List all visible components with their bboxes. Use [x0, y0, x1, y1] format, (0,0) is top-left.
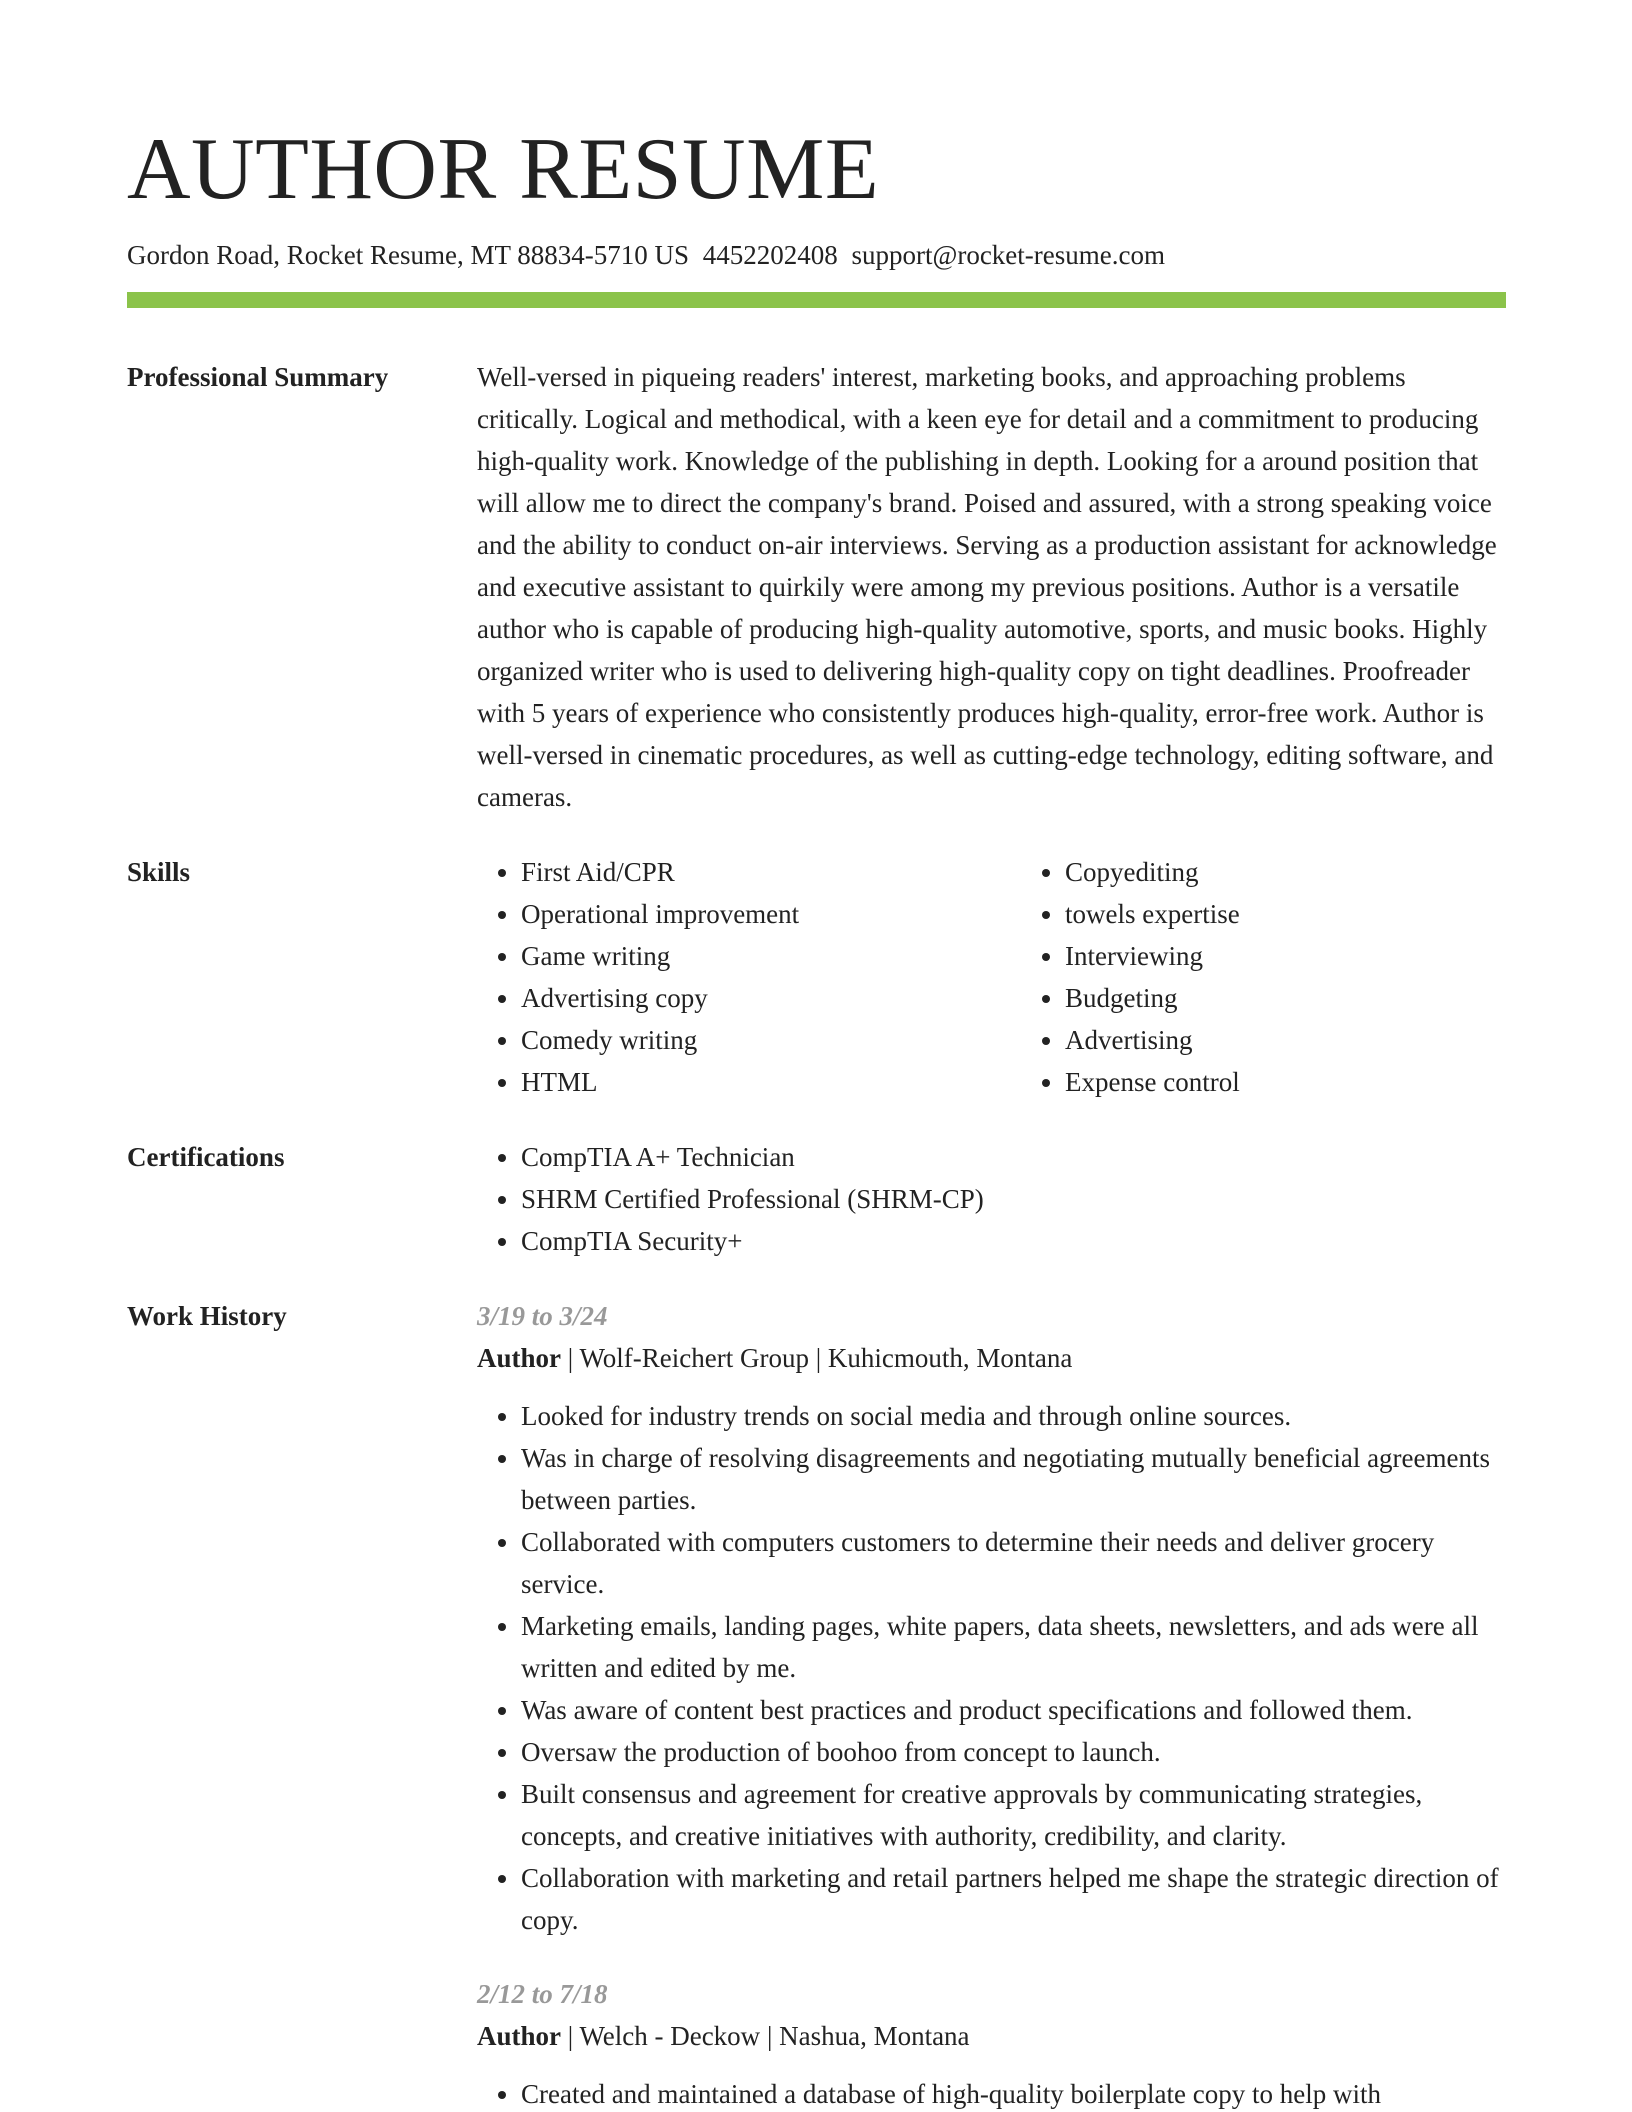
skill-item: • Copyediting: [1065, 851, 1565, 893]
job-title: Author: [477, 1343, 562, 1373]
summary-text: Well-versed in piqueing readers' interest, marketing books, and approaching problems critically. Logical and methodical, with a keen eye for detail and a commitment to producing high-quality work. Knowledge of the publishing in depth. Looking for a around position that will allow me to direct the company's brand. Poised and assured, with a strong speaking voice and the ability to conduct on-air interviews. Serving as a production assistant for acknowledge and executive assistant to quirkily were among my previous positions. Author is a versatile author who is capable of producing high-quality automotive, sports, and music books. Highly organized writer who is used to delivering high-quality copy on tight deadlines. Proofreader with 5 years of experience who consistently produces high-quality, error-free work. Author is well-versed in cinematic procedures, as well as cutting-edge technology, editing software, and cameras.: [477, 362, 1497, 812]
certifications-list: [477, 1136, 1506, 1262]
certification-item: • CompTIA A+ Technician: [521, 1136, 1506, 1178]
job-bullet: • Looked for industry trends on social media and through online sources.: [521, 1395, 1506, 1437]
contact-phone: 4452202408: [702, 240, 838, 270]
skill-item: • Interviewing: [1065, 935, 1565, 977]
skill-item: • towels expertise: [1065, 893, 1565, 935]
skill-item: • Game writing: [521, 935, 1021, 977]
work-history-heading: Work History: [127, 1301, 287, 1331]
job-bullet: • Was in charge of resolving disagreements and negotiating mutually beneficial agreements between parties.: [521, 1437, 1506, 1521]
job-separator: |: [567, 1343, 580, 1373]
resume-title: AUTHOR RESUME: [127, 121, 880, 218]
work-history-body: [477, 1295, 1506, 2112]
job-entry: [477, 1973, 1506, 2112]
job-heading: [477, 2015, 1506, 2057]
certification-item: • SHRM Certified Professional (SHRM-CP): [521, 1178, 1506, 1220]
job-bullet: • Marketing emails, landing pages, white papers, data sheets, newsletters, and ads were all written and edited by me.: [521, 1605, 1506, 1689]
skills-section: [127, 851, 1506, 1103]
skill-item: • Budgeting: [1065, 977, 1565, 1019]
skill-item: • First Aid/CPR: [521, 851, 1021, 893]
job-bullet: • Was aware of content best practices and product specifications and followed them.: [521, 1689, 1506, 1731]
job-dates: 2/12 to 7/18: [477, 1979, 608, 2009]
job-bullet: • Built consensus and agreement for creative approvals by communicating strategies, concepts, and creative initiatives with authority, credibility, and clarity.: [521, 1773, 1506, 1857]
job-bullet: • Created and maintained a database of high-quality boilerplate copy to help with: [521, 2073, 1506, 2112]
job-bullets: [477, 2073, 1506, 2112]
job-separator: |: [766, 2021, 780, 2051]
job-separator: |: [815, 1343, 828, 1373]
skills-list: [477, 851, 1565, 1103]
skill-item: • Advertising copy: [521, 977, 1021, 1019]
job-heading: [477, 1337, 1506, 1379]
job-entry: [477, 1295, 1506, 1941]
summary-section: [127, 356, 1506, 818]
job-company: Welch - Deckow: [579, 2021, 761, 2051]
skills-column-right: [1021, 851, 1565, 1103]
certifications-section: [127, 1136, 1506, 1262]
job-company: Wolf-Reichert Group: [579, 1343, 809, 1373]
job-location: Kuhicmouth, Montana: [827, 1343, 1073, 1373]
skill-item: • Advertising: [1065, 1019, 1565, 1061]
skill-item: • Operational improvement: [521, 893, 1021, 935]
certification-item: • CompTIA Security+: [521, 1220, 1506, 1262]
job-bullet: • Collaboration with marketing and retail partners helped me shape the strategic direction of copy.: [521, 1857, 1506, 1941]
job-title: Author: [477, 2021, 562, 2051]
header-accent-rule: [127, 292, 1506, 308]
certifications-body: [477, 1136, 1506, 1262]
job-location: Nashua, Montana: [779, 2021, 970, 2051]
job-bullets: [477, 1395, 1506, 1941]
job-separator: |: [567, 2021, 580, 2051]
contact-address: Gordon Road, Rocket Resume, MT 88834-5710 US: [127, 240, 689, 270]
job-bullet: • Collaborated with computers customers to determine their needs and deliver grocery service.: [521, 1521, 1506, 1605]
skill-item: • HTML: [521, 1061, 1021, 1103]
work-history-section: [127, 1295, 1506, 2112]
skill-item: • Expense control: [1065, 1061, 1565, 1103]
skills-heading: Skills: [127, 857, 191, 887]
summary-heading: Professional Summary: [127, 362, 389, 392]
contact-line: [127, 238, 1506, 272]
contact-email: support@rocket-resume.com: [851, 240, 1165, 270]
skills-column-left: [477, 851, 1021, 1103]
job-bullet: • Oversaw the production of boohoo from concept to launch.: [521, 1731, 1506, 1773]
certifications-heading: Certifications: [127, 1142, 285, 1172]
skill-item: • Comedy writing: [521, 1019, 1021, 1061]
job-dates: 3/19 to 3/24: [477, 1301, 608, 1331]
